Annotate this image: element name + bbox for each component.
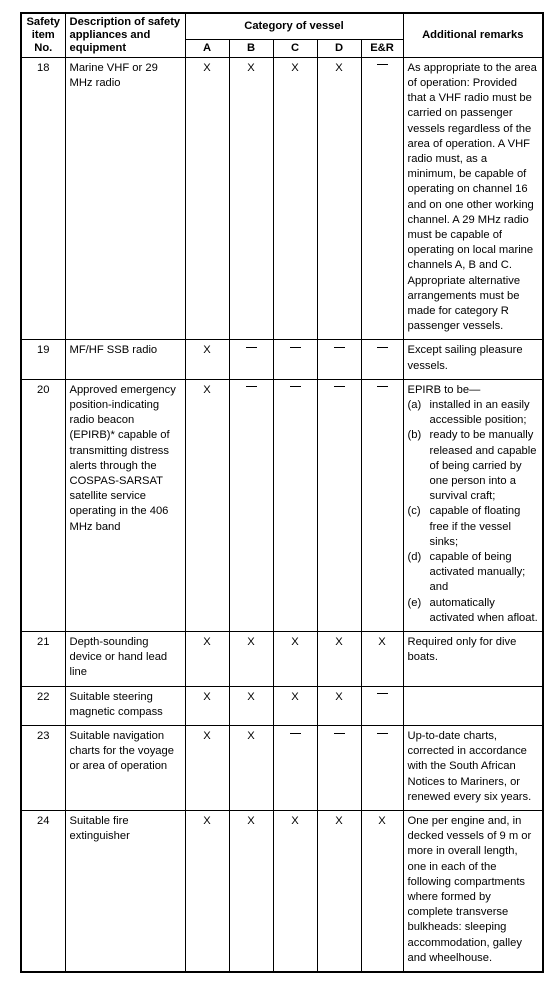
additional-remarks: Up-to-date charts, corrected in accordance with the South African Notices to Mariners, or renewed every six years. [403,726,543,811]
category-required-mark: X [273,632,317,687]
category-required-mark: X [361,632,403,687]
category-not-required-mark [229,340,273,379]
dash-mark [290,386,301,387]
remarks-list-item [408,596,539,626]
equipment-description: Suitable navigation charts for the voyage or area of operation [65,726,185,811]
list-item-label: (a) [407,398,422,411]
remarks-list [408,398,539,626]
category-not-required-mark [317,726,361,811]
category-required-mark: X [273,57,317,340]
category-required-mark: X [317,686,361,725]
category-required-mark: X [185,379,229,631]
dash-mark [334,347,345,348]
list-item-text: capable of floating free if the vessel sinks; [429,505,521,548]
category-required-mark: X [185,686,229,725]
list-item-text: automatically activated when afloat. [429,596,538,624]
dash-mark [290,733,301,734]
category-not-required-mark [361,340,403,379]
category-required-mark: X [185,57,229,340]
category-required-mark: X [273,811,317,973]
category-required-mark: X [229,726,273,811]
category-not-required-mark [273,379,317,631]
header-category-b: B [229,39,273,57]
safety-item-number: 19 [21,340,65,379]
table-row [21,686,543,725]
category-not-required-mark [361,726,403,811]
list-item-text: capable of being activated manually; and [429,551,526,594]
category-not-required-mark [229,379,273,631]
category-required-mark: X [185,811,229,973]
category-not-required-mark [317,340,361,379]
category-required-mark: X [185,726,229,811]
remarks-list-item [408,398,539,428]
category-required-mark: X [229,686,273,725]
safety-item-number: 22 [21,686,65,725]
list-item-text: installed in an easily accessible position; [429,398,530,427]
header-category-er: E&R [361,39,403,57]
safety-item-number: 24 [21,811,65,973]
equipment-description: Suitable steering magnetic compass [65,686,185,725]
header-category-d: D [317,39,361,57]
header-category-c: C [273,39,317,57]
safety-item-number: 18 [21,57,65,340]
category-required-mark: X [229,811,273,973]
list-item-label: (b) [407,429,422,442]
list-item-text: ready to be manually released and capable of being carried by one person into a survival craft; [429,429,537,503]
additional-remarks: One per engine and, in decked vessels of 9 m or more in overall length, one in each of the following compartments where formed by complete transverse bulkheads: sleeping accommodation, galley and wheelhouse. [403,811,543,973]
category-not-required-mark [273,340,317,379]
category-required-mark: X [273,686,317,725]
category-required-mark: X [185,340,229,379]
equipment-description: Marine VHF or 29 MHz radio [65,57,185,340]
category-required-mark: X [185,632,229,687]
dash-mark [377,733,388,734]
additional-remarks: Except sailing pleasure vessels. [403,340,543,379]
table-row [21,57,543,340]
equipment-description: Approved emergency position-indicating radio beacon (EPIRB)* capable of transmitting distress alerts through the COSPAS-SARSAT satellite service operating in the 406 MHz band [65,379,185,631]
category-not-required-mark [361,686,403,725]
additional-remarks: Required only for dive boats. [403,632,543,687]
header-description: Description of safety appliances and equipment [65,13,185,57]
dash-mark [377,693,388,694]
header-category-a: A [185,39,229,57]
header-safety-item-no: Safety item No. [21,13,65,57]
dash-mark [246,386,257,387]
category-required-mark: X [361,811,403,973]
remarks-intro: EPIRB to be— [407,383,481,396]
remarks-list-item [408,550,539,596]
dash-mark [246,347,257,348]
dash-mark [377,347,388,348]
safety-item-number: 21 [21,632,65,687]
dash-mark [377,64,388,65]
dash-mark [334,733,345,734]
safety-equipment-document [20,12,542,973]
list-item-label: (c) [407,505,421,518]
list-item-label: (d) [407,551,422,563]
table-header [21,13,543,57]
equipment-description: MF/HF SSB radio [65,340,185,379]
additional-remarks [403,379,543,631]
table-row [21,811,543,973]
remarks-list-item [408,504,539,550]
dash-mark [334,386,345,387]
category-required-mark: X [229,632,273,687]
category-required-mark: X [317,811,361,973]
header-additional-remarks: Additional remarks [403,13,543,57]
category-not-required-mark [361,57,403,340]
category-required-mark: X [317,57,361,340]
category-required-mark: X [317,632,361,687]
table-row [21,340,543,379]
category-not-required-mark [361,379,403,631]
table-row [21,632,543,687]
category-not-required-mark [317,379,361,631]
category-not-required-mark [273,726,317,811]
table-row [21,379,543,631]
equipment-description: Suitable fire extinguisher [65,811,185,973]
safety-item-number: 20 [21,379,65,631]
safety-equipment-table [20,12,544,973]
safety-item-number: 23 [21,726,65,811]
additional-remarks [403,686,543,725]
list-item-label: (e) [407,596,422,609]
equipment-description: Depth-sounding device or hand lead line [65,632,185,687]
dash-mark [290,347,301,348]
dash-mark [377,386,388,387]
table-row [21,726,543,811]
header-category-of-vessel: Category of vessel [185,13,403,39]
table-body [21,57,543,972]
remarks-list-item [408,428,539,504]
additional-remarks: As appropriate to the area of operation: Provided that a VHF radio must be carried on passenger vessels regardless of the area of operation. A VHF radio must, as a minimum, be capable of operating on channel 16 and on one other working channel. A 29 MHz radio must be capable of operating on local marine channels A, B and C. Appropriate alternative arrangements must be made for category R passenger vessels. [403,57,543,340]
category-required-mark: X [229,57,273,340]
